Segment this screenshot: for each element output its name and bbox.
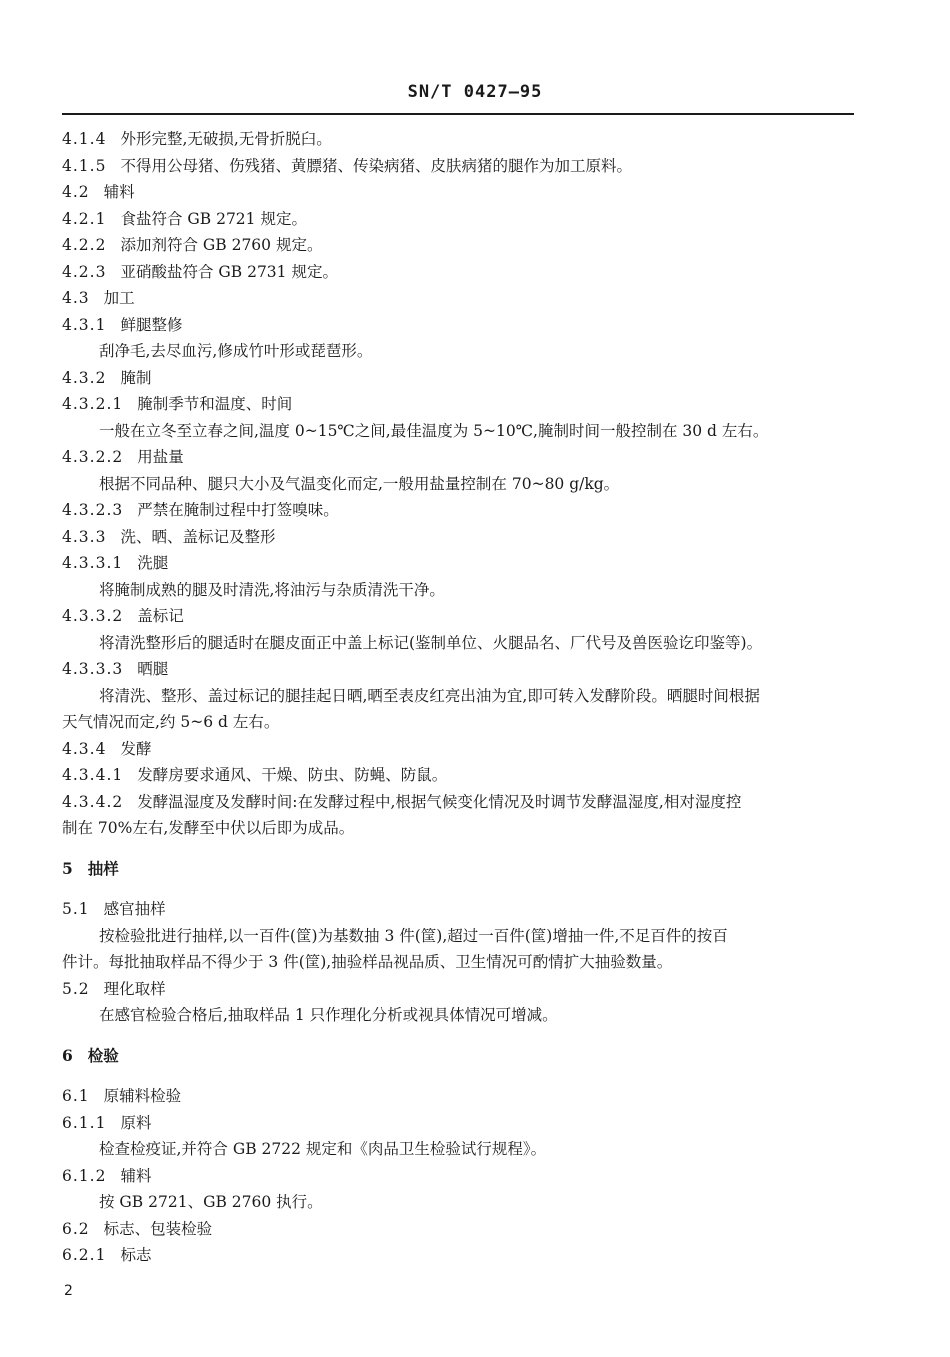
clause-text: 用盐量 bbox=[137, 448, 184, 466]
clause-number: 4.3.3.1 bbox=[62, 554, 124, 572]
paragraph-line bbox=[62, 630, 854, 657]
header-rule bbox=[62, 113, 854, 115]
clause-number: 4.2.2 bbox=[62, 236, 107, 254]
standard-code-header: SN/T 0427—95 bbox=[407, 82, 543, 102]
clause-number: 4.3.2.1 bbox=[62, 395, 124, 413]
clause-line bbox=[62, 736, 854, 763]
clause-line bbox=[62, 126, 854, 153]
clause-text: 检查检疫证,并符合 GB 2722 规定和《肉品卫生检验试行规程》。 bbox=[99, 1140, 547, 1158]
clause-text: 原辅料检验 bbox=[103, 1087, 182, 1105]
clause-line bbox=[62, 550, 854, 577]
clause-text: 按 GB 2721、GB 2760 执行。 bbox=[99, 1193, 323, 1211]
clause-text: 制在 70%左右,发酵至中伏以后即为成品。 bbox=[62, 819, 355, 837]
clause-text: 盖标记 bbox=[137, 607, 184, 625]
clause-text: 将清洗整形后的腿适时在腿皮面正中盖上标记(鉴制单位、火腿品名、厂代号及兽医验讫印鉴等)。 bbox=[99, 633, 763, 652]
clause-text: 添加剂符合 GB 2760 规定。 bbox=[120, 236, 323, 254]
clause-text: 将清洗、整形、盖过标记的腿挂起日晒,晒至表皮红亮出油为宜,即可转入发酵阶段。晒腿时间根据 bbox=[99, 686, 760, 705]
clause-line bbox=[62, 179, 854, 206]
paragraph-line bbox=[62, 1189, 854, 1216]
page-number: 2 bbox=[64, 1283, 73, 1299]
clause-line bbox=[62, 391, 854, 418]
clause-line bbox=[62, 153, 854, 180]
clause-text: 标志 bbox=[120, 1246, 152, 1264]
clause-line bbox=[62, 1163, 854, 1190]
clause-line bbox=[62, 896, 854, 923]
clause-line bbox=[62, 312, 854, 339]
clause-line bbox=[62, 259, 854, 286]
clause-text: 鲜腿整修 bbox=[120, 315, 183, 334]
clause-line bbox=[62, 206, 854, 233]
clause-text: 检验 bbox=[87, 1045, 119, 1065]
clause-line bbox=[62, 444, 854, 471]
paragraph-line bbox=[62, 709, 854, 736]
clause-number: 4.2.3 bbox=[62, 262, 107, 281]
clause-number: 4.3.3 bbox=[62, 527, 107, 546]
clause-number: 4.1.4 bbox=[62, 130, 107, 148]
clause-text: 发酵温湿度及发酵时间:在发酵过程中,根据气候变化情况及时调节发酵温湿度,相对湿度控 bbox=[137, 792, 742, 811]
clause-number: 4.3.2.3 bbox=[62, 501, 124, 519]
clause-text: 按检验批进行抽样,以一百件(筐)为基数抽 3 件(筐),超过一百件(筐)增抽一件,不足百件的按百 bbox=[99, 926, 728, 945]
clause-number: 4.1.5 bbox=[62, 156, 107, 175]
clause-line bbox=[62, 365, 854, 392]
clause-text: 洗、晒、盖标记及整形 bbox=[120, 527, 276, 546]
clause-line bbox=[62, 762, 854, 789]
section-heading bbox=[62, 1043, 854, 1070]
clause-line bbox=[62, 524, 854, 551]
clause-number: 4.2.1 bbox=[62, 209, 107, 228]
clause-text: 将腌制成熟的腿及时清洗,将油污与杂质清洗干净。 bbox=[99, 580, 445, 599]
clause-text: 辅料 bbox=[120, 1166, 152, 1185]
document-body bbox=[62, 126, 854, 1269]
clause-number: 5.2 bbox=[62, 979, 90, 998]
clause-number: 5 bbox=[62, 858, 74, 878]
clause-text: 理化取样 bbox=[103, 979, 166, 998]
clause-number: 4.3.2 bbox=[62, 368, 107, 387]
clause-text: 外形完整,无破损,无骨折脱臼。 bbox=[120, 130, 332, 148]
section-heading bbox=[62, 856, 854, 883]
clause-text: 辅料 bbox=[103, 183, 135, 201]
paragraph-line bbox=[62, 815, 854, 842]
clause-number: 4.3.3.3 bbox=[62, 660, 124, 678]
clause-text: 洗腿 bbox=[137, 554, 169, 572]
clause-text: 感官抽样 bbox=[103, 900, 166, 918]
clause-text: 在感官检验合格后,抽取样品 1 只作理化分析或视具体情况可增减。 bbox=[99, 1006, 558, 1024]
clause-text: 食盐符合 GB 2721 规定。 bbox=[120, 209, 307, 228]
clause-number: 4.3.2.2 bbox=[62, 448, 124, 466]
clause-text: 严禁在腌制过程中打签嗅味。 bbox=[137, 501, 339, 519]
section-gap bbox=[62, 882, 854, 896]
clause-line bbox=[62, 232, 854, 259]
clause-text: 刮净毛,去尽血污,修成竹叶形或琵琶形。 bbox=[99, 342, 373, 360]
section-gap bbox=[62, 842, 854, 856]
clause-line bbox=[62, 1242, 854, 1269]
clause-text: 抽样 bbox=[87, 858, 119, 878]
clause-line bbox=[62, 1083, 854, 1110]
paragraph-line bbox=[62, 949, 854, 976]
clause-number: 4.3 bbox=[62, 289, 90, 307]
clause-number: 6 bbox=[62, 1045, 74, 1065]
section-gap bbox=[62, 1029, 854, 1043]
clause-text: 腌制季节和温度、时间 bbox=[137, 395, 293, 413]
clause-line bbox=[62, 497, 854, 524]
clause-line bbox=[62, 1110, 854, 1137]
clause-text: 加工 bbox=[103, 289, 135, 307]
clause-text: 件计。每批抽取样品不得少于 3 件(筐),抽验样品视品质、卫生情况可酌情扩大抽验数量。 bbox=[62, 953, 673, 971]
clause-text: 腌制 bbox=[120, 368, 152, 387]
clause-number: 4.3.1 bbox=[62, 315, 107, 334]
clause-number: 4.2 bbox=[62, 183, 90, 201]
clause-number: 6.1.2 bbox=[62, 1166, 107, 1185]
clause-text: 晒腿 bbox=[137, 660, 169, 678]
paragraph-line bbox=[62, 418, 854, 445]
paragraph-line bbox=[62, 683, 854, 710]
clause-number: 4.3.3.2 bbox=[62, 607, 124, 625]
paragraph-line bbox=[62, 923, 854, 950]
clause-text: 标志、包装检验 bbox=[103, 1219, 213, 1238]
clause-line bbox=[62, 1216, 854, 1243]
clause-number: 4.3.4.2 bbox=[62, 792, 124, 811]
clause-number: 6.1 bbox=[62, 1087, 90, 1105]
clause-line bbox=[62, 789, 854, 816]
paragraph-line bbox=[62, 1136, 854, 1163]
clause-number: 6.2 bbox=[62, 1219, 90, 1238]
clause-line bbox=[62, 656, 854, 683]
clause-line bbox=[62, 976, 854, 1003]
section-gap bbox=[62, 1069, 854, 1083]
clause-text: 根据不同品种、腿只大小及气温变化而定,一般用盐量控制在 70~80 g/kg。 bbox=[99, 474, 620, 493]
clause-text: 原料 bbox=[120, 1113, 152, 1132]
paragraph-line bbox=[62, 471, 854, 498]
clause-text: 不得用公母猪、伤残猪、黄膘猪、传染病猪、皮肤病猪的腿作为加工原料。 bbox=[120, 156, 632, 175]
paragraph-line bbox=[62, 577, 854, 604]
clause-number: 4.3.4.1 bbox=[62, 766, 124, 784]
clause-text: 一般在立冬至立春之间,温度 0~15℃之间,最佳温度为 5~10℃,腌制时间一般控制在 30 d 左右。 bbox=[99, 421, 769, 440]
clause-line bbox=[62, 285, 854, 312]
clause-line bbox=[62, 603, 854, 630]
paragraph-line bbox=[62, 1002, 854, 1029]
paragraph-line bbox=[62, 338, 854, 365]
clause-text: 天气情况而定,约 5~6 d 左右。 bbox=[62, 713, 280, 731]
clause-number: 4.3.4 bbox=[62, 739, 107, 758]
clause-text: 发酵 bbox=[120, 739, 152, 758]
clause-text: 亚硝酸盐符合 GB 2731 规定。 bbox=[120, 262, 338, 281]
clause-number: 6.2.1 bbox=[62, 1246, 107, 1264]
clause-text: 发酵房要求通风、干燥、防虫、防蝇、防鼠。 bbox=[137, 766, 448, 784]
clause-number: 5.1 bbox=[62, 900, 90, 918]
clause-number: 6.1.1 bbox=[62, 1113, 107, 1132]
